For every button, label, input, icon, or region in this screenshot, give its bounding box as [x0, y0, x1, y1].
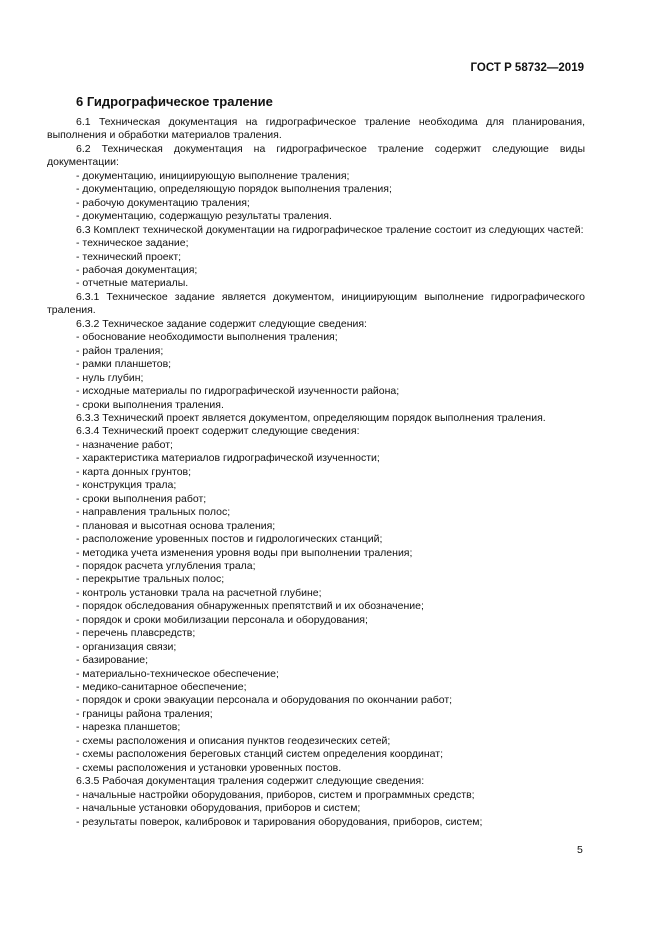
list-item: - перечень плавсредств;: [76, 627, 196, 640]
list-item: - документацию, инициирующую выполнение траления;: [76, 169, 350, 182]
paragraph: 6.3.1 Техническое задание является документом, инициирующим выполнение гидрографического траления.: [47, 290, 585, 317]
paragraph: 6.3.4 Технический проект содержит следующие сведения:: [76, 425, 360, 438]
list-item: - медико-санитарное обеспечение;: [76, 681, 247, 694]
list-item: - начальные настройки оборудования, приборов, систем и программных средств;: [76, 788, 475, 801]
list-item: - перекрытие тральных полос;: [76, 573, 225, 586]
list-item: - расположение уровенных постов и гидрологических станций;: [76, 533, 383, 546]
paragraph: 6.2 Техническая документация на гидрографическое траление содержит следующие виды документации:: [47, 142, 585, 169]
list-item: - обоснование необходимости выполнения траления;: [76, 331, 338, 344]
list-item: - границы района траления;: [76, 707, 213, 720]
document-header: ГОСТ Р 58732—2019: [470, 62, 584, 74]
list-item: - конструкция трала;: [76, 479, 177, 492]
paragraph: 6.3.2 Техническое задание содержит следующие сведения:: [76, 317, 367, 330]
page-number: 5: [577, 844, 583, 856]
paragraph: 6.3.3 Технический проект является документом, определяющим порядок выполнения траления.: [76, 411, 546, 424]
paragraph: 6.1 Техническая документация на гидрографическое траление необходима для планирования, выполнения и обработки материалов траления.: [47, 116, 585, 142]
list-item: - порядок обследования обнаруженных препятствий и их обозначение;: [76, 600, 424, 613]
document-body: [47, 116, 585, 829]
list-item: - технический проект;: [76, 250, 182, 263]
list-item: - район траления;: [76, 344, 164, 357]
list-item: - сроки выполнения траления.: [76, 398, 224, 411]
list-item: - порядок расчета углубления трала;: [76, 559, 256, 572]
paragraph: 6.3.5 Рабочая документация траления содержит следующие сведения:: [76, 775, 425, 788]
list-item: - порядок и сроки мобилизации персонала и оборудования;: [76, 613, 368, 626]
list-item: - методика учета изменения уровня воды при выполнении траления;: [76, 546, 413, 559]
list-item: - нарезка планшетов;: [76, 721, 181, 734]
list-item: - характеристика материалов гидрографической изученности;: [76, 452, 380, 465]
list-item: - техническое задание;: [76, 237, 189, 250]
list-item: - направления тральных полос;: [76, 506, 231, 519]
list-item: - документацию, определяющую порядок выполнения траления;: [76, 183, 392, 196]
list-item: - схемы расположения береговых станций систем определения координат;: [76, 748, 443, 761]
list-item: - рамки планшетов;: [76, 358, 172, 371]
list-item: - схемы расположения и описания пунктов геодезических сетей;: [76, 734, 391, 747]
list-item: - исходные материалы по гидрографической изученности района;: [76, 385, 400, 398]
list-item: - назначение работ;: [76, 438, 173, 451]
list-item: - схемы расположения и установки уровенных постов.: [76, 761, 342, 774]
list-item: - рабочая документация;: [76, 263, 198, 276]
list-item: - контроль установки трала на расчетной глубине;: [76, 586, 322, 599]
list-item: - базирование;: [76, 654, 148, 667]
list-item: - карта донных грунтов;: [76, 465, 192, 478]
list-item: - материально-техническое обеспечение;: [76, 667, 279, 680]
list-item: - рабочую документацию траления;: [76, 196, 250, 209]
list-item: - отчетные материалы.: [76, 277, 189, 290]
list-item: - результаты поверок, калибровок и тарирования оборудования, приборов, систем;: [76, 815, 483, 828]
list-item: - плановая и высотная основа траления;: [76, 519, 276, 532]
list-item: - организация связи;: [76, 640, 177, 653]
list-item: - нуль глубин;: [76, 371, 144, 384]
section-title: 6 Гидрографическое траление: [76, 94, 273, 109]
list-item: - сроки выполнения работ;: [76, 492, 207, 505]
list-item: - документацию, содержащую результаты траления.: [76, 210, 332, 223]
list-item: - начальные установки оборудования, приборов и систем;: [76, 802, 361, 815]
list-item: - порядок и сроки эвакуации персонала и оборудования по окончании работ;: [76, 694, 453, 707]
paragraph: 6.3 Комплект технической документации на гидрографическое траление состоит из следующих частей:: [76, 223, 584, 236]
